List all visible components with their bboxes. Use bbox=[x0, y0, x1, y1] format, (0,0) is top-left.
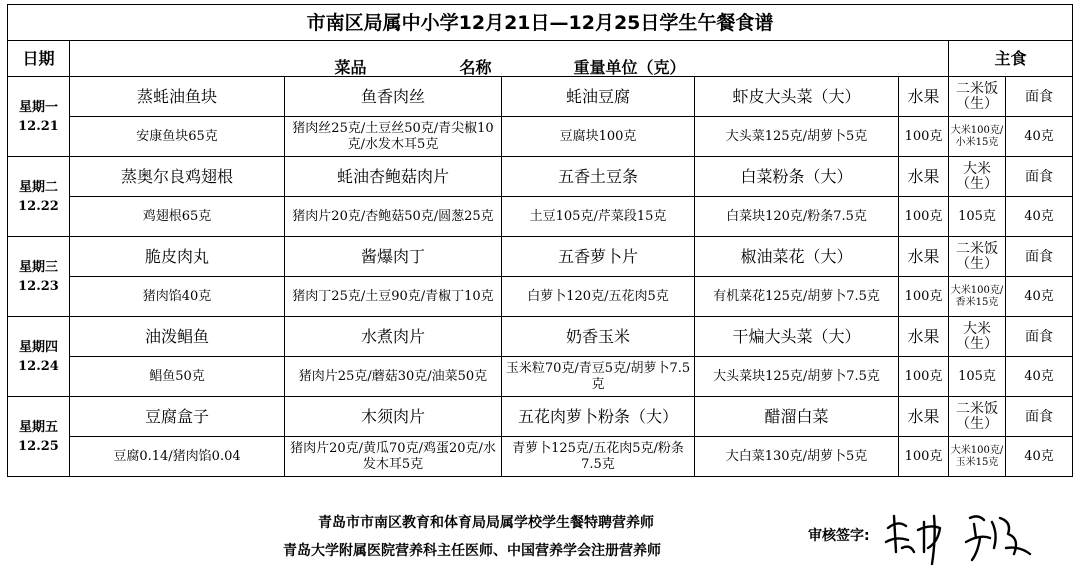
staple-weight: 大米100克/玉米15克 bbox=[949, 437, 1006, 477]
dish-name: 蒸蚝油鱼块 bbox=[70, 77, 285, 117]
dish-weight: 玉米粒70克/青豆5克/胡萝卜7.5克 bbox=[502, 357, 695, 397]
dish-name: 水果 bbox=[899, 397, 949, 437]
noodle-weight: 40克 bbox=[1006, 117, 1073, 157]
noodle-name: 面食 bbox=[1006, 237, 1073, 277]
staple-weight: 大米100克/香米15克 bbox=[949, 277, 1006, 317]
dish-name: 五花肉萝卜粉条（大） bbox=[502, 397, 695, 437]
noodle-weight: 40克 bbox=[1006, 437, 1073, 477]
dish-name: 五香土豆条 bbox=[502, 157, 695, 197]
dish-weight: 猪肉丁25克/土豆90克/青椒丁10克 bbox=[285, 277, 502, 317]
staple-name: 二米饭（生） bbox=[949, 237, 1006, 277]
noodle-name: 面食 bbox=[1006, 317, 1073, 357]
table-row bbox=[8, 117, 1073, 157]
lunch-menu-table bbox=[7, 4, 1073, 477]
header-weight: 重量单位（克） bbox=[573, 57, 686, 77]
noodle-name: 面食 bbox=[1006, 77, 1073, 117]
dish-name: 椒油菜花（大） bbox=[695, 237, 899, 277]
noodle-weight: 40克 bbox=[1006, 197, 1073, 237]
header-dish-a: 菜品 bbox=[334, 57, 367, 77]
weekday-label: 星期五 bbox=[18, 419, 58, 435]
table-row bbox=[8, 197, 1073, 237]
dish-name: 酱爆肉丁 bbox=[285, 237, 502, 277]
header-date: 日期 bbox=[8, 41, 70, 77]
dish-name: 蒸奥尔良鸡翅根 bbox=[70, 157, 285, 197]
dish-name: 木须肉片 bbox=[285, 397, 502, 437]
noodle-weight: 40克 bbox=[1006, 357, 1073, 397]
date-label: 12.23 bbox=[18, 278, 59, 294]
dish-weight: 白萝卜120克/五花肉5克 bbox=[502, 277, 695, 317]
dish-weight: 100克 bbox=[899, 277, 949, 317]
dish-name: 虾皮大头菜（大） bbox=[695, 77, 899, 117]
dish-name: 醋溜白菜 bbox=[695, 397, 899, 437]
day-cell bbox=[8, 237, 70, 317]
dish-name: 鱼香肉丝 bbox=[285, 77, 502, 117]
header-dish-b: 名称 bbox=[459, 57, 492, 77]
table-row bbox=[8, 397, 1073, 437]
dish-name: 奶香玉米 bbox=[502, 317, 695, 357]
weekday-label: 星期一 bbox=[18, 99, 58, 115]
day-cell bbox=[8, 317, 70, 397]
staple-name: 二米饭（生） bbox=[949, 77, 1006, 117]
dish-weight: 青萝卜125克/五花肉5克/粉条7.5克 bbox=[502, 437, 695, 477]
staple-name: 大米（生） bbox=[949, 157, 1006, 197]
dish-weight: 豆腐0.14/猪肉馅0.04 bbox=[70, 437, 285, 477]
dish-weight: 有机菜花125克/胡萝卜7.5克 bbox=[695, 277, 899, 317]
day-cell bbox=[8, 397, 70, 477]
dish-weight: 100克 bbox=[899, 117, 949, 157]
table-row bbox=[8, 357, 1073, 397]
noodle-name: 面食 bbox=[1006, 397, 1073, 437]
dish-weight: 猪肉馅40克 bbox=[70, 277, 285, 317]
review-signature-label: 审核签字: bbox=[808, 528, 870, 544]
staple-name: 大米（生） bbox=[949, 317, 1006, 357]
dish-weight: 100克 bbox=[899, 437, 949, 477]
dish-name: 脆皮肉丸 bbox=[70, 237, 285, 277]
date-label: 12.25 bbox=[18, 438, 59, 454]
staple-weight: 105克 bbox=[949, 197, 1006, 237]
dish-weight: 100克 bbox=[899, 197, 949, 237]
weekday-label: 星期三 bbox=[18, 259, 58, 275]
dish-weight: 安康鱼块65克 bbox=[70, 117, 285, 157]
table-row bbox=[8, 277, 1073, 317]
dish-weight: 土豆105克/芹菜段15克 bbox=[502, 197, 695, 237]
noodle-weight: 40克 bbox=[1006, 277, 1073, 317]
table-row bbox=[8, 317, 1073, 357]
dish-name: 五香萝卜片 bbox=[502, 237, 695, 277]
dish-name: 豆腐盒子 bbox=[70, 397, 285, 437]
date-label: 12.21 bbox=[18, 118, 59, 134]
day-cell bbox=[8, 77, 70, 157]
dish-weight: 鲳鱼50克 bbox=[70, 357, 285, 397]
dish-weight: 鸡翅根65克 bbox=[70, 197, 285, 237]
dish-weight: 大头菜125克/胡萝卜5克 bbox=[695, 117, 899, 157]
dish-weight: 猪肉片20克/杏鲍菇50克/圆葱25克 bbox=[285, 197, 502, 237]
dish-weight: 猪肉片25克/蘑菇30克/油菜50克 bbox=[285, 357, 502, 397]
menu-title: 市南区局属中小学12月21日—12月25日学生午餐食谱 bbox=[8, 5, 1073, 41]
staple-weight: 105克 bbox=[949, 357, 1006, 397]
dish-weight: 大头菜块125克/胡萝卜7.5克 bbox=[695, 357, 899, 397]
dish-weight: 白菜块120克/粉条7.5克 bbox=[695, 197, 899, 237]
dish-name: 水果 bbox=[899, 157, 949, 197]
date-label: 12.24 bbox=[18, 358, 59, 374]
dish-weight: 豆腐块100克 bbox=[502, 117, 695, 157]
table-row bbox=[8, 157, 1073, 197]
dish-name: 干煸大头菜（大） bbox=[695, 317, 899, 357]
dish-weight: 猪肉片20克/黄瓜70克/鸡蛋20克/水发木耳5克 bbox=[285, 437, 502, 477]
table-row bbox=[8, 77, 1073, 117]
footer-nutritionist-line1: 青岛市市南区教育和体育局局属学校学生餐特聘营养师 bbox=[318, 515, 654, 531]
table-row bbox=[8, 437, 1073, 477]
dish-name: 白菜粉条（大） bbox=[695, 157, 899, 197]
footer-nutritionist-line2: 青岛大学附属医院营养科主任医师、中国营养学会注册营养师 bbox=[283, 543, 661, 559]
dish-name: 水果 bbox=[899, 237, 949, 277]
day-cell bbox=[8, 157, 70, 237]
date-label: 12.22 bbox=[18, 198, 59, 214]
dish-name: 蚝油杏鲍菇肉片 bbox=[285, 157, 502, 197]
header-staple: 主食 bbox=[949, 41, 1073, 77]
table-row bbox=[8, 237, 1073, 277]
header-row bbox=[8, 41, 1073, 77]
dish-weight: 猪肉丝25克/土豆丝50克/青尖椒10克/水发木耳5克 bbox=[285, 117, 502, 157]
dish-name: 水煮肉片 bbox=[285, 317, 502, 357]
weekday-label: 星期二 bbox=[18, 179, 58, 195]
weekday-label: 星期四 bbox=[18, 339, 58, 355]
noodle-name: 面食 bbox=[1006, 157, 1073, 197]
title-row bbox=[8, 5, 1073, 41]
dish-weight: 100克 bbox=[899, 357, 949, 397]
dish-name: 水果 bbox=[899, 77, 949, 117]
dish-name: 油泼鲳鱼 bbox=[70, 317, 285, 357]
staple-weight: 大米100克/小米15克 bbox=[949, 117, 1006, 157]
dish-name: 水果 bbox=[899, 317, 949, 357]
dish-name: 蚝油豆腐 bbox=[502, 77, 695, 117]
handwritten-signature bbox=[880, 508, 1040, 570]
staple-name: 二米饭（生） bbox=[949, 397, 1006, 437]
header-dishes bbox=[70, 41, 949, 77]
dish-weight: 大白菜130克/胡萝卜5克 bbox=[695, 437, 899, 477]
